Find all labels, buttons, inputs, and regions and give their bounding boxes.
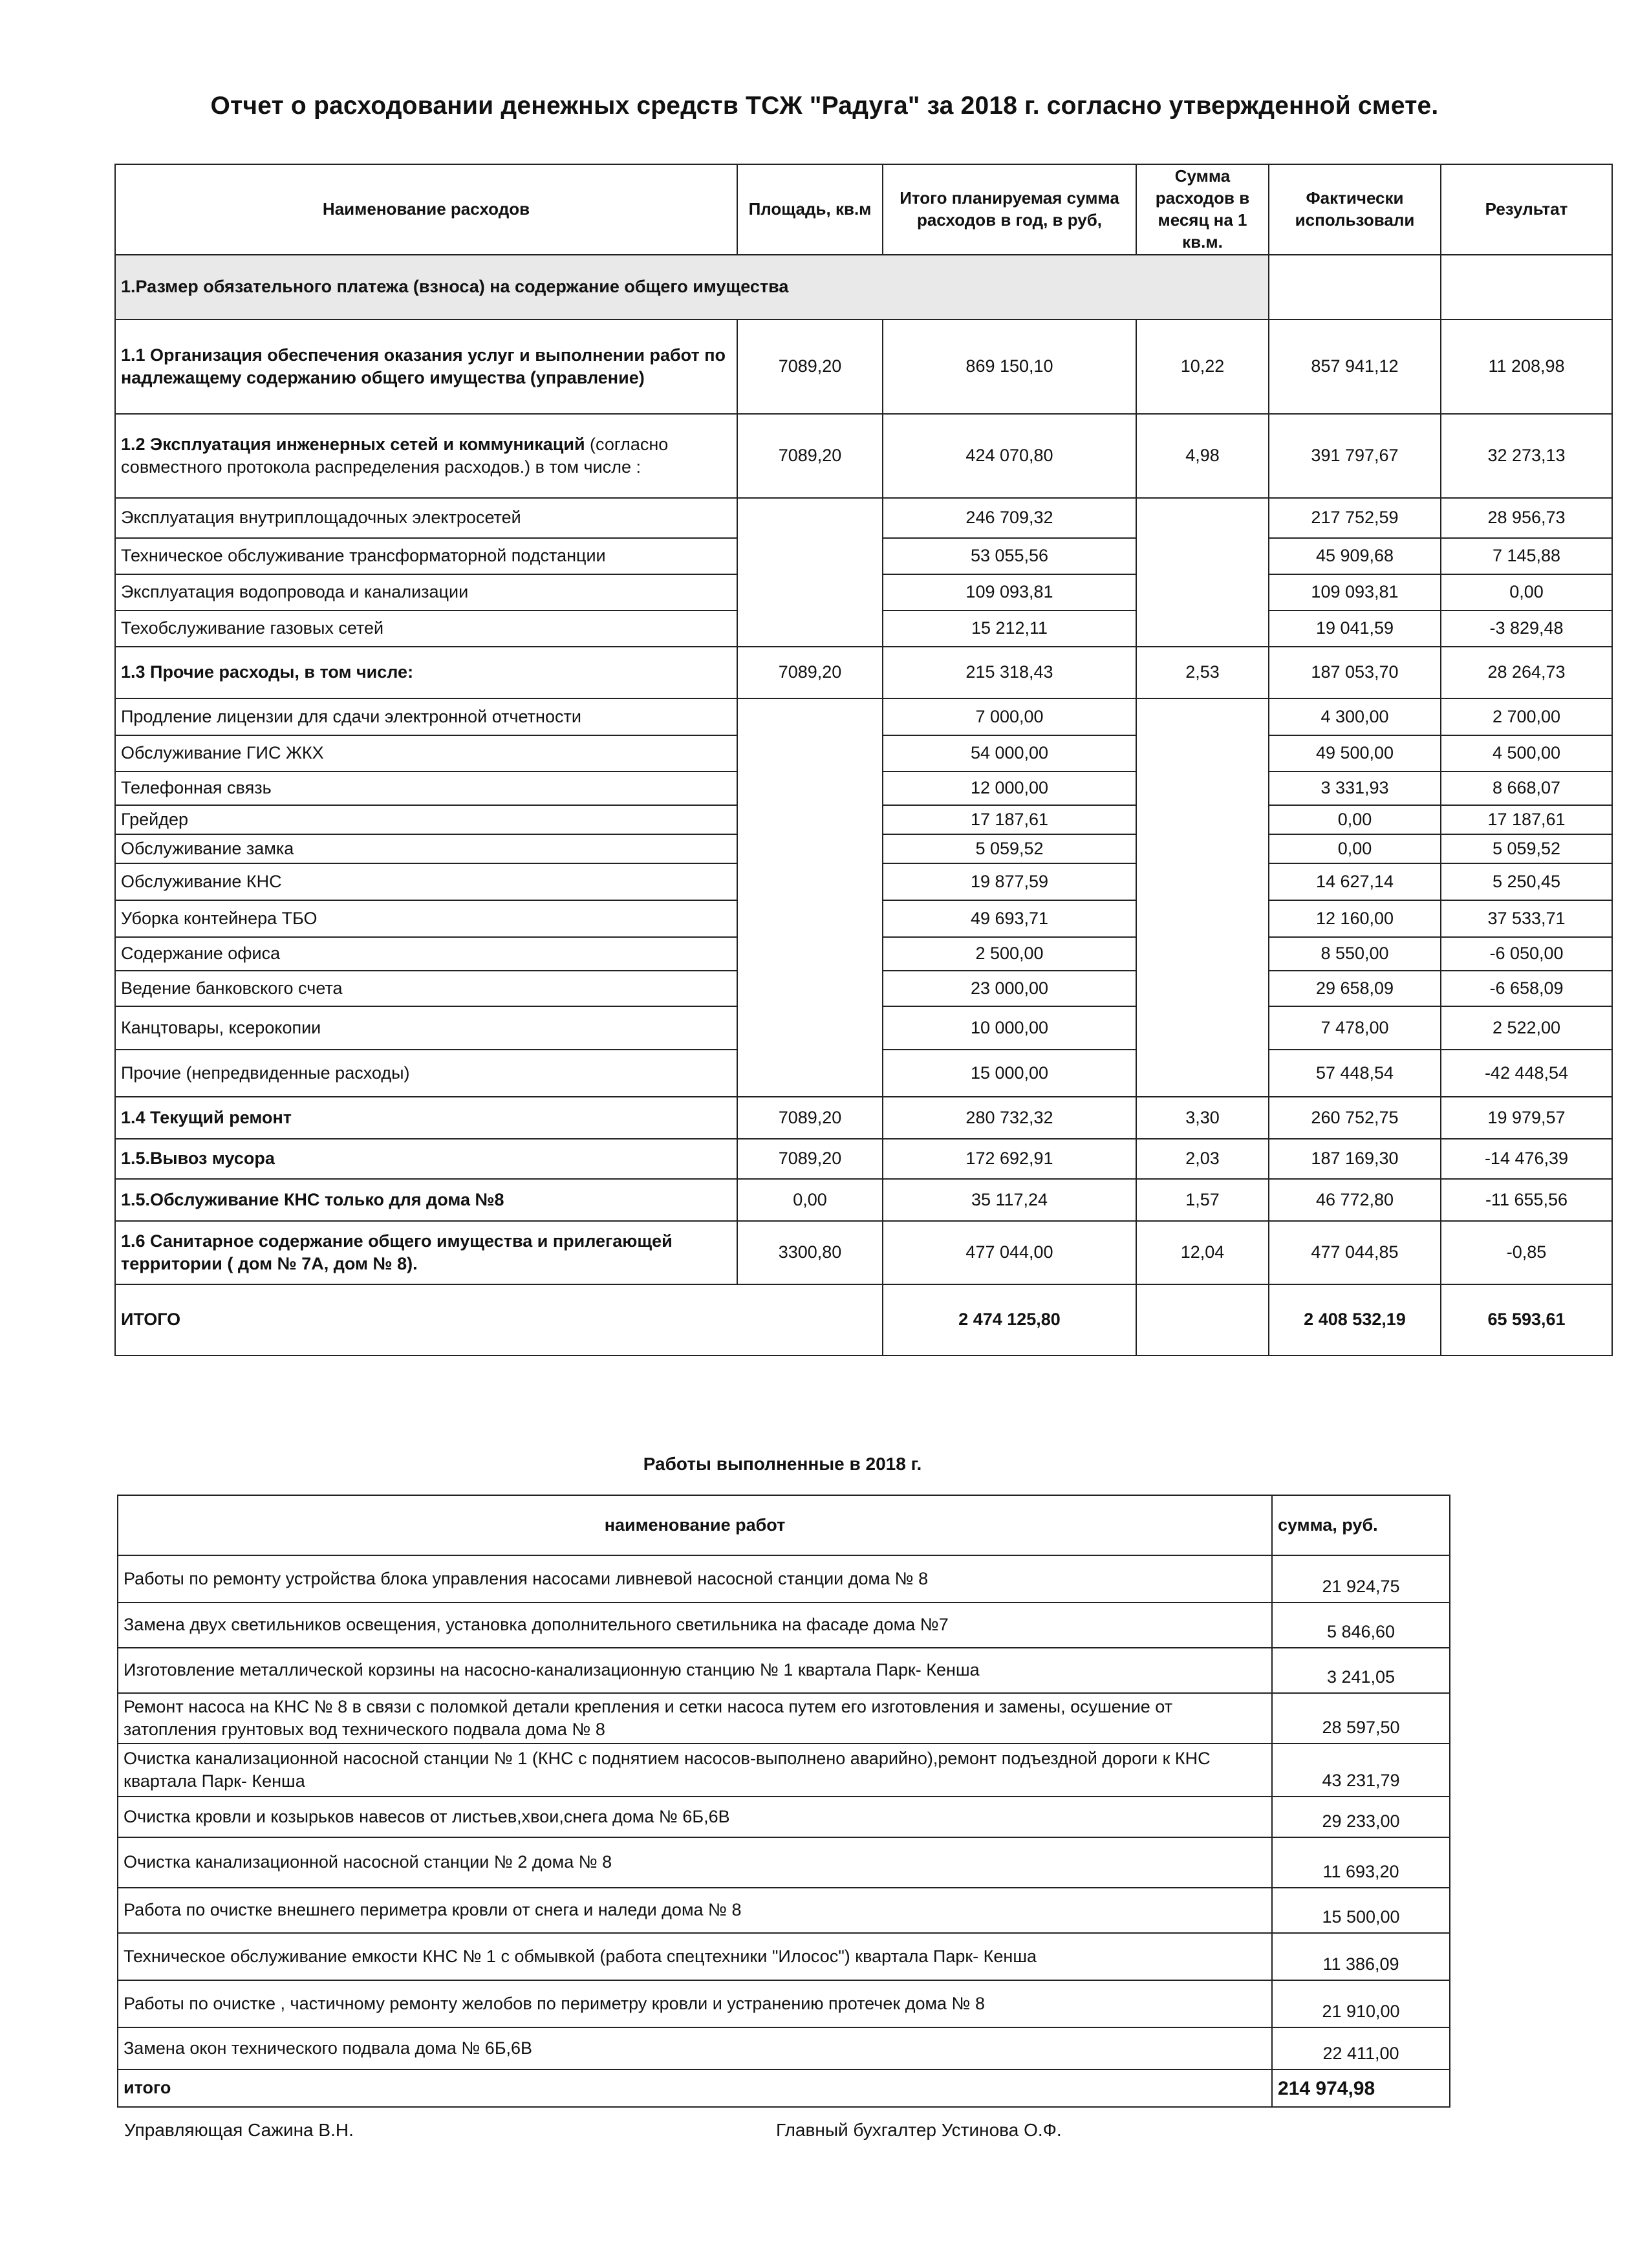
work-name: Ремонт насоса на КНС № 8 в связи с поломкой детали крепления и сетки насоса путем его изготовления и замены, осушение от затопления грунтовых вод технического подвала дома № 8: [118, 1693, 1272, 1744]
section-title: 1.Размер обязательного платежа (взноса) на содержание общего имущества: [115, 255, 1269, 319]
work-name: Замена окон технического подвала дома № 6Б,6В: [118, 2027, 1272, 2069]
header-work-sum: сумма, руб.: [1272, 1495, 1450, 1555]
row-result: -11 655,56: [1441, 1179, 1612, 1221]
row-result: 2 700,00: [1441, 698, 1612, 735]
row-actual: 217 752,59: [1269, 498, 1441, 538]
row-result: 32 273,13: [1441, 414, 1612, 498]
table-row: [118, 1603, 1450, 1648]
row-planned: 215 318,43: [883, 647, 1136, 698]
work-sum: 28 597,50: [1272, 1693, 1450, 1744]
row-planned: 477 044,00: [883, 1221, 1136, 1284]
row-result: -6 658,09: [1441, 971, 1612, 1006]
row-actual: 187 053,70: [1269, 647, 1441, 698]
work-sum: 5 846,60: [1272, 1603, 1450, 1648]
row-result: 7 145,88: [1441, 538, 1612, 574]
row-actual: 109 093,81: [1269, 574, 1441, 610]
row-planned: 109 093,81: [883, 574, 1136, 610]
table-row: [115, 319, 1612, 414]
row-result: 28 264,73: [1441, 647, 1612, 698]
work-name: Замена двух светильников освещения, установка дополнительного светильника на фасаде дома №7: [118, 1603, 1272, 1648]
row-planned: 172 692,91: [883, 1139, 1136, 1179]
row-result: -0,85: [1441, 1221, 1612, 1284]
table-row: [118, 1693, 1450, 1744]
work-sum: 15 500,00: [1272, 1888, 1450, 1933]
total-label: ИТОГО: [115, 1284, 883, 1355]
work-sum: 29 233,00: [1272, 1797, 1450, 1837]
row-result: 19 979,57: [1441, 1097, 1612, 1139]
row-name: 1.5.Обслуживание КНС только для дома №8: [115, 1179, 737, 1221]
table-row: [118, 1888, 1450, 1933]
table-row: [118, 1744, 1450, 1797]
work-sum: 11 693,20: [1272, 1837, 1450, 1888]
row-actual: 0,00: [1269, 834, 1441, 863]
row-result: 2 522,00: [1441, 1006, 1612, 1050]
row-area: 7089,20: [737, 319, 883, 414]
row-area: 7089,20: [737, 1139, 883, 1179]
row-actual: 857 941,12: [1269, 319, 1441, 414]
row-planned: 280 732,32: [883, 1097, 1136, 1139]
work-sum: 11 386,09: [1272, 1933, 1450, 1980]
row-actual: 46 772,80: [1269, 1179, 1441, 1221]
works-table: [117, 1495, 1450, 2108]
row-area: 7089,20: [737, 1097, 883, 1139]
row-name: 1.2 Эксплуатация инженерных сетей и коммуникаций (согласно совместного протокола распределения расходов.) в том числе :: [115, 414, 737, 498]
header-area: Площадь, кв.м: [737, 164, 883, 255]
header-actual: Фактически использовали: [1269, 164, 1441, 255]
work-sum: 22 411,00: [1272, 2027, 1450, 2069]
row-actual: 12 160,00: [1269, 900, 1441, 937]
row-monthly: 3,30: [1136, 1097, 1269, 1139]
total-actual: 2 408 532,19: [1269, 1284, 1441, 1355]
row-monthly: 1,57: [1136, 1179, 1269, 1221]
table-row: [118, 1797, 1450, 1837]
works-total-row: [118, 2069, 1450, 2107]
row-actual: 29 658,09: [1269, 971, 1441, 1006]
row-name: Эксплуатация водопровода и канализации: [115, 574, 737, 610]
row-result: 5 059,52: [1441, 834, 1612, 863]
row-area: 7089,20: [737, 647, 883, 698]
row-name: Прочие (непредвиденные расходы): [115, 1050, 737, 1097]
table-row: [115, 414, 1612, 498]
row-actual: 187 169,30: [1269, 1139, 1441, 1179]
row-name: Ведение банковского счета: [115, 971, 737, 1006]
table-row: [115, 1139, 1612, 1179]
table-row: [118, 1837, 1450, 1888]
row-area: 0,00: [737, 1179, 883, 1221]
works-total-label: итого: [118, 2069, 1272, 2107]
report-title: Отчет о расходовании денежных средств ТСЖ "Радуга" за 2018 г. согласно утвержденной смете.: [210, 92, 1439, 120]
row-planned: 12 000,00: [883, 772, 1136, 805]
row-area: 7089,20: [737, 414, 883, 498]
row-planned: 246 709,32: [883, 498, 1136, 538]
work-name: Очистка кровли и козырьков навесов от листьев,хвои,снега дома № 6Б,6В: [118, 1797, 1272, 1837]
row-name: Обслуживание КНС: [115, 863, 737, 900]
row-actual: 57 448,54: [1269, 1050, 1441, 1097]
row-planned: 53 055,56: [883, 538, 1136, 574]
row-planned: 17 187,61: [883, 805, 1136, 834]
row-name: Техническое обслуживание трансформаторной подстанции: [115, 538, 737, 574]
row-name: Телефонная связь: [115, 772, 737, 805]
row-actual: 45 909,68: [1269, 538, 1441, 574]
row-monthly: 2,53: [1136, 647, 1269, 698]
table-row: [115, 698, 1612, 735]
manager-signature: Управляющая Сажина В.Н.: [124, 2120, 354, 2140]
header-name: Наименование расходов: [115, 164, 737, 255]
row-result: 11 208,98: [1441, 319, 1612, 414]
row-actual: 8 550,00: [1269, 937, 1441, 971]
row-actual: 260 752,75: [1269, 1097, 1441, 1139]
row-result: 5 250,45: [1441, 863, 1612, 900]
row-planned: 15 212,11: [883, 610, 1136, 647]
expenses-header-row: [115, 164, 1612, 255]
row-planned: 19 877,59: [883, 863, 1136, 900]
table-row: [118, 1555, 1450, 1603]
row-name: Канцтовары, ксерокопии: [115, 1006, 737, 1050]
row-name: Обслуживание ГИС ЖКХ: [115, 735, 737, 772]
work-name: Работы по очистке , частичному ремонту желобов по периметру кровли и устранению протечек дома № 8: [118, 1980, 1272, 2027]
work-name: Работа по очистке внешнего периметра кровли от снега и наледи дома № 8: [118, 1888, 1272, 1933]
row-actual: 477 044,85: [1269, 1221, 1441, 1284]
table-row: [118, 1980, 1450, 2027]
row-name: 1.5.Вывоз мусора: [115, 1139, 737, 1179]
row-actual: 7 478,00: [1269, 1006, 1441, 1050]
work-name: Изготовление металлической корзины на насосно-канализационную станцию № 1 квартала Парк- Кенша: [118, 1648, 1272, 1693]
row-actual: 4 300,00: [1269, 698, 1441, 735]
header-work-name: наименование работ: [118, 1495, 1272, 1555]
row-actual: 19 041,59: [1269, 610, 1441, 647]
row-planned: 15 000,00: [883, 1050, 1136, 1097]
work-sum: 43 231,79: [1272, 1744, 1450, 1797]
row-area: 3300,80: [737, 1221, 883, 1284]
row-monthly: 10,22: [1136, 319, 1269, 414]
table-row: [115, 647, 1612, 698]
header-planned: Итого планируемая сумма расходов в год, в руб,: [883, 164, 1136, 255]
work-sum: 21 910,00: [1272, 1980, 1450, 2027]
row-name: 1.4 Текущий ремонт: [115, 1097, 737, 1139]
work-sum: 21 924,75: [1272, 1555, 1450, 1603]
expenses-table: [114, 164, 1613, 1356]
works-title: Работы выполненные в 2018 г.: [643, 1454, 922, 1474]
row-actual: 14 627,14: [1269, 863, 1441, 900]
row-actual: 49 500,00: [1269, 735, 1441, 772]
row-result: 4 500,00: [1441, 735, 1612, 772]
row-result: 17 187,61: [1441, 805, 1612, 834]
row-name: 1.1 Организация обеспечения оказания услуг и выполнении работ по надлежащему содержанию общего имущества (управление): [115, 319, 737, 414]
works-total-sum: 214 974,98: [1272, 2069, 1450, 2107]
row-monthly: 4,98: [1136, 414, 1269, 498]
row-planned: 5 059,52: [883, 834, 1136, 863]
row-name: Эксплуатация внутриплощадочных электросетей: [115, 498, 737, 538]
table-row: [115, 1179, 1612, 1221]
row-monthly: 2,03: [1136, 1139, 1269, 1179]
row-result: -42 448,54: [1441, 1050, 1612, 1097]
row-result: -6 050,00: [1441, 937, 1612, 971]
row-name: Грейдер: [115, 805, 737, 834]
row-result: 37 533,71: [1441, 900, 1612, 937]
row-actual: 3 331,93: [1269, 772, 1441, 805]
row-result: -3 829,48: [1441, 610, 1612, 647]
row-planned: 869 150,10: [883, 319, 1136, 414]
row-planned: 424 070,80: [883, 414, 1136, 498]
row-actual: 391 797,67: [1269, 414, 1441, 498]
row-name: Продление лицензии для сдачи электронной отчетности: [115, 698, 737, 735]
table-row: [115, 1097, 1612, 1139]
header-monthly: Сумма расходов в месяц на 1 кв.м.: [1136, 164, 1269, 255]
row-actual: 0,00: [1269, 805, 1441, 834]
total-result: 65 593,61: [1441, 1284, 1612, 1355]
work-name: Работы по ремонту устройства блока управления насосами ливневой насосной станции дома № 8: [118, 1555, 1272, 1603]
row-planned: 7 000,00: [883, 698, 1136, 735]
row-result: 28 956,73: [1441, 498, 1612, 538]
row-result: 8 668,07: [1441, 772, 1612, 805]
row-planned: 10 000,00: [883, 1006, 1136, 1050]
total-row: [115, 1284, 1612, 1355]
row-planned: 2 500,00: [883, 937, 1136, 971]
work-name: Очистка канализационной насосной станции № 2 дома № 8: [118, 1837, 1272, 1888]
row-name: 1.3 Прочие расходы, в том числе:: [115, 647, 737, 698]
works-header-row: [118, 1495, 1450, 1555]
row-result: -14 476,39: [1441, 1139, 1612, 1179]
section-row: [115, 255, 1612, 319]
row-name: 1.6 Санитарное содержание общего имущества и прилегающей территории ( дом № 7А, дом № 8).: [115, 1221, 737, 1284]
row-planned: 23 000,00: [883, 971, 1136, 1006]
row-monthly: 12,04: [1136, 1221, 1269, 1284]
row-name: Обслуживание замка: [115, 834, 737, 863]
row-name: Уборка контейнера ТБО: [115, 900, 737, 937]
row-planned: 35 117,24: [883, 1179, 1136, 1221]
work-name: Техническое обслуживание емкости КНС № 1 с обмывкой (работа спецтехники "Илосос") квартала Парк- Кенша: [118, 1933, 1272, 1980]
row-planned: 54 000,00: [883, 735, 1136, 772]
table-row: [118, 1648, 1450, 1693]
table-row: [118, 1933, 1450, 1980]
work-name: Очистка канализационной насосной станции № 1 (КНС с поднятием насосов-выполнено аварийно),ремонт подъездной дороги к КНС квартала Парк- Кенша: [118, 1744, 1272, 1797]
header-result: Результат: [1441, 164, 1612, 255]
accountant-signature: Главный бухгалтер Устинова О.Ф.: [776, 2120, 1062, 2140]
table-row: [118, 2027, 1450, 2069]
total-planned: 2 474 125,80: [883, 1284, 1136, 1355]
table-row: [115, 1221, 1612, 1284]
row-name: Содержание офиса: [115, 937, 737, 971]
table-row: [115, 498, 1612, 538]
work-sum: 3 241,05: [1272, 1648, 1450, 1693]
row-result: 0,00: [1441, 574, 1612, 610]
row-name: Техобслуживание газовых сетей: [115, 610, 737, 647]
row-planned: 49 693,71: [883, 900, 1136, 937]
